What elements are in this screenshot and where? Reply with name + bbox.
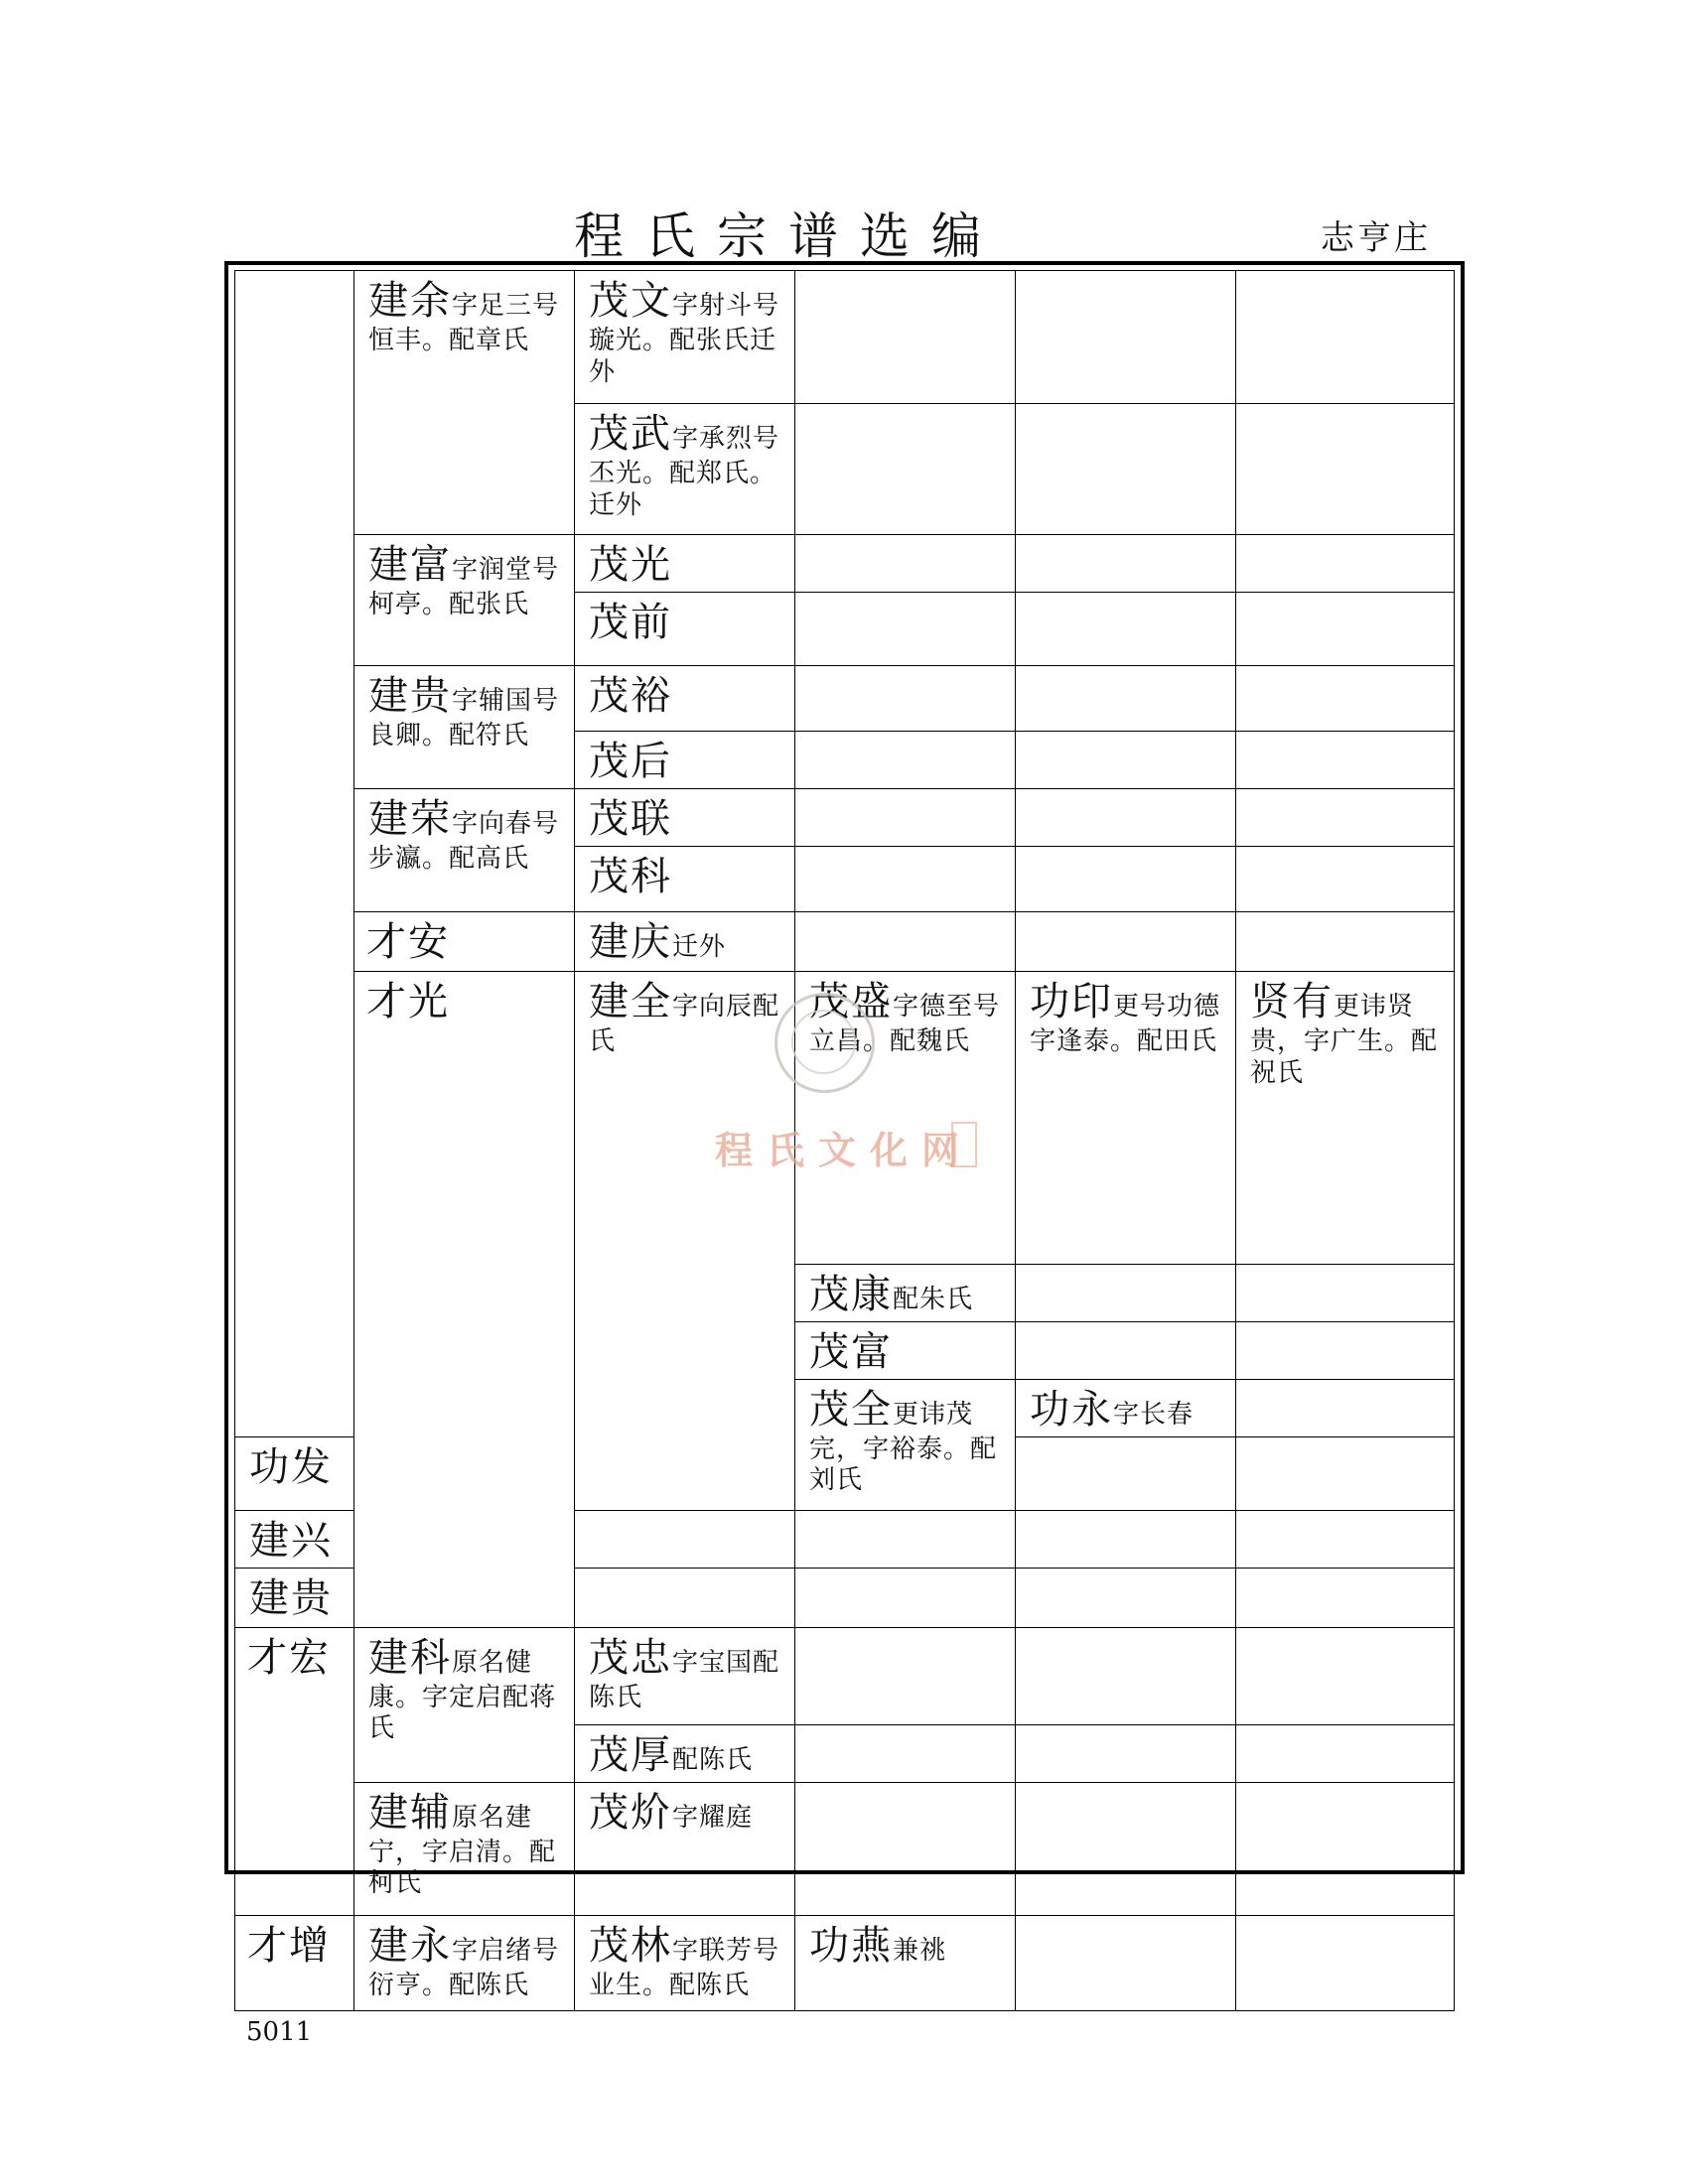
person-note: 迁外 [672,932,727,962]
generation-cell [1236,271,1455,404]
generation-cell [795,847,1016,912]
generation-cell [1236,972,1455,1265]
generation-cell [235,1627,354,1915]
generation-cell [575,1568,795,1627]
generation-cell [1016,1321,1236,1379]
generation-cell [575,972,807,1511]
generation-cell [795,732,1016,789]
person-note: 字德至号立昌。配魏氏 [809,992,1001,1056]
generation-cell [795,1568,1016,1627]
generation-cell [575,847,795,912]
person-name: 茂武 [589,411,672,457]
person-note: 字耀庭 [672,1802,754,1833]
person-note: 字射斗号璇光。配张氏迁外 [589,291,780,387]
person-name: 功燕 [809,1922,893,1969]
generation-cell [354,1915,575,2010]
generation-cell [1016,271,1236,404]
generation-cell [795,912,1016,972]
generation-cell [795,1321,1016,1379]
generation-cell [354,1627,575,1782]
person-name: 茂忠 [589,1634,672,1681]
table-row [235,1627,1455,1724]
person-name: 才增 [247,1922,331,1969]
generation-cell [1016,1436,1236,1510]
generation-cell [1016,1379,1236,1436]
generation-cell [795,1915,1016,2010]
person-note: 字足三号恒丰。配章氏 [368,291,560,355]
person-name: 建荣 [368,796,452,842]
person-name: 茂后 [589,739,672,784]
generation-cell [1016,535,1236,593]
person-note: 字联芳号业生。配陈氏 [589,1935,780,2000]
person-note: 配陈氏 [672,1744,754,1775]
generation-cell [235,1915,354,2010]
generation-cell [795,666,1016,732]
generation-cell [575,1627,795,1724]
person-note: 字宝国配陈氏 [589,1647,780,1712]
person-name: 建富 [368,542,452,588]
generation-cell [1016,1510,1236,1568]
page-title: 程氏宗谱选编 [574,207,1003,265]
generation-cell [795,271,1016,404]
table-row [235,271,1455,404]
person-name: 茂前 [589,600,672,645]
watermark-stamp-icon [951,1122,977,1167]
person-name: 建贵 [368,673,452,719]
generation-cell [575,271,795,404]
generation-cell [795,1510,1016,1568]
table-row [235,1915,1455,2010]
generation-cell [235,271,354,1437]
generation-cell [235,1568,354,1627]
generation-cell [575,535,795,593]
generation-cell [1236,1264,1455,1321]
generation-cell [575,1915,795,2010]
generation-cell [1236,666,1455,732]
table-row [235,789,1455,847]
watermark-seal-icon [774,993,875,1093]
generation-cell [1236,732,1455,789]
generation-cell [575,912,795,972]
generation-cell [795,1724,1016,1782]
generation-cell [795,789,1016,847]
generation-cell [235,1510,354,1568]
generation-cell [1016,593,1236,666]
table-row [235,535,1455,593]
generation-cell [1236,535,1455,593]
generation-cell [575,404,795,535]
generation-cell [1236,593,1455,666]
person-name: 建全 [589,979,672,1024]
person-name: 茂光 [589,542,672,588]
generation-cell [1236,912,1455,972]
person-name: 建辅 [368,1789,452,1836]
person-note: 字启绪号衍亨。配陈氏 [368,1935,560,2000]
generation-cell [1016,1724,1236,1782]
person-note: 字向辰配 氏 [589,992,807,1056]
person-name: 才光 [366,979,450,1024]
table-row [235,1782,1455,1915]
page-number: 5011 [246,2017,313,2047]
generation-cell [1236,404,1455,535]
generation-cell [1236,1627,1455,1724]
table-row [235,912,1455,972]
person-name: 茂炌 [589,1789,672,1836]
generation-cell [1236,1321,1455,1379]
person-note: 兼祧 [893,1935,947,1966]
person-name: 才安 [366,919,450,965]
person-note: 更讳贤贵，字广生。配祝氏 [1250,992,1439,1088]
generation-cell [354,912,575,972]
person-name: 建余 [368,278,452,324]
person-note: 字长春 [1113,1399,1195,1430]
person-name: 功印 [1030,979,1113,1024]
village-name: 志亨庄 [1321,218,1431,258]
person-note: 更讳茂完，字裕泰。配刘氏 [809,1399,998,1496]
generation-cell [1236,1782,1455,1915]
generation-cell [795,1782,1016,1915]
person-name: 茂裕 [589,673,672,719]
generation-cell [1016,1782,1236,1915]
person-note: 字辅国号良卿。配符氏 [368,686,560,751]
person-name: 建科 [368,1634,452,1681]
person-name: 建兴 [249,1517,333,1564]
generation-cell [354,972,575,1628]
generation-cell [1236,1915,1455,2010]
person-name: 建贵 [249,1574,333,1621]
generation-cell [235,1436,354,1510]
person-note: 原名健康。字定启配蒋氏 [368,1647,557,1744]
person-name: 建庆 [589,919,672,965]
generation-cell [1236,1379,1455,1436]
generation-cell [1016,1568,1236,1627]
generation-cell [1016,732,1236,789]
generation-cell [1236,1724,1455,1782]
generation-cell [1236,847,1455,912]
generation-cell [1236,1436,1455,1510]
person-name: 茂科 [589,854,672,899]
person-note: 字向春号步瀛。配高氏 [368,809,560,874]
generation-cell [1236,1568,1455,1627]
generation-cell [1016,972,1236,1265]
person-note: 配朱氏 [893,1284,974,1314]
person-name: 茂林 [589,1922,672,1969]
person-name: 茂文 [589,278,672,324]
person-name: 贤有 [1250,979,1334,1024]
generation-cell [795,535,1016,593]
generation-cell [575,1510,795,1568]
generation-cell [795,404,1016,535]
generation-cell [795,1264,1016,1321]
table-row [235,666,1455,732]
person-note: 原名建宁，字启清。配柯氏 [368,1802,557,1899]
person-name: 茂全 [809,1386,893,1433]
generation-cell [354,1782,575,1915]
person-note: 字润堂号柯亭。配张氏 [368,555,560,619]
generation-cell [1016,1264,1236,1321]
generation-cell [354,666,575,789]
generation-cell [1016,1627,1236,1724]
person-name: 茂康 [809,1271,893,1317]
generation-cell [795,1379,1016,1510]
person-name: 建永 [368,1922,452,1969]
person-name: 才宏 [247,1634,331,1681]
generation-cell [354,535,575,666]
generation-cell [795,593,1016,666]
generation-cell [1016,1915,1236,2010]
generation-cell [354,271,575,535]
generation-cell [1016,789,1236,847]
person-name: 功发 [249,1443,333,1490]
generation-cell [1236,789,1455,847]
generation-cell [1016,847,1236,912]
generation-cell [1016,666,1236,732]
person-name: 茂联 [589,796,672,842]
person-note: 字承烈号丕光。配郑氏。迁外 [589,424,780,520]
generation-cell [795,1627,1016,1724]
person-name: 功永 [1030,1386,1113,1433]
person-note: 更号功德字逢泰。配田氏 [1030,992,1221,1056]
person-name: 茂厚 [589,1731,672,1778]
generation-cell [575,666,795,732]
generation-cell [575,1782,795,1915]
generation-cell [1236,1510,1455,1568]
generation-cell [354,789,575,912]
generation-cell [1016,404,1236,535]
generation-cell [575,593,795,666]
generation-cell [575,789,795,847]
person-name: 茂盛 [809,979,893,1024]
person-name: 茂富 [809,1328,893,1375]
generation-cell [1016,912,1236,972]
watermark-text: 程氏文化网 [715,1128,974,1172]
generation-cell [575,1724,795,1782]
generation-cell [575,732,795,789]
